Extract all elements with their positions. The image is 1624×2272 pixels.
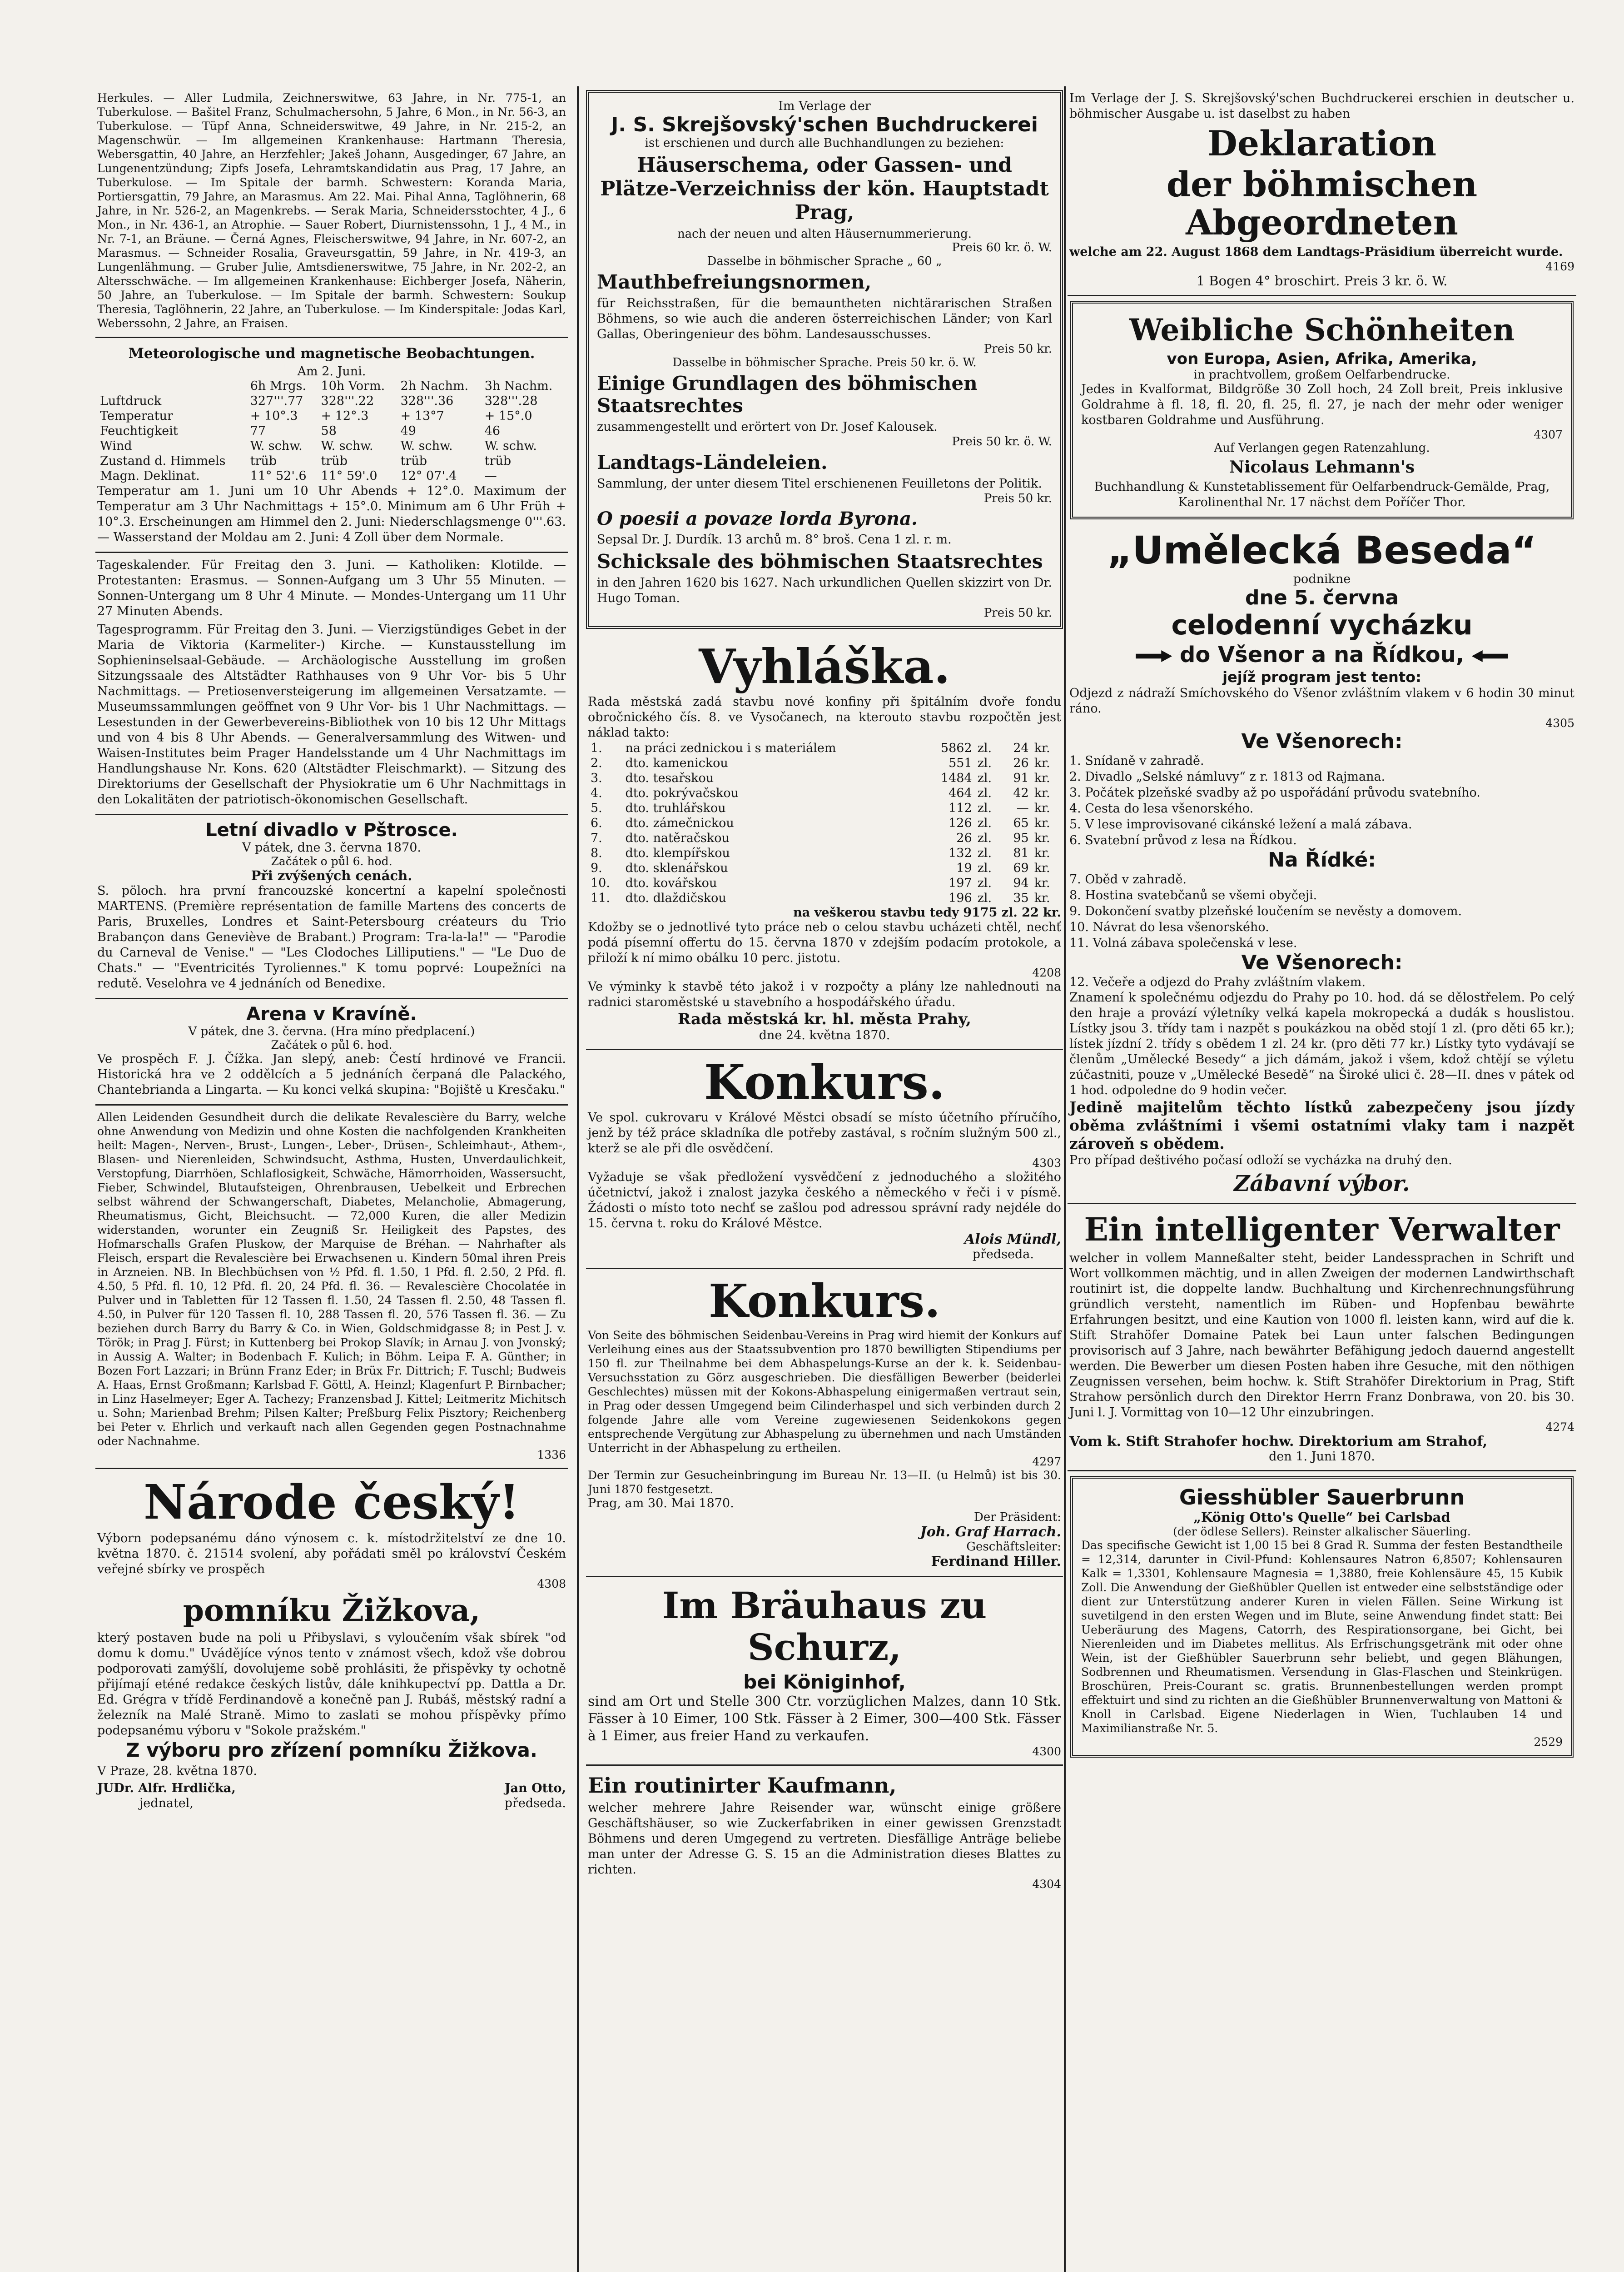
column-middle <box>586 86 1063 2272</box>
table-row <box>588 786 1061 801</box>
vyhlaska-title: Vyhláška. <box>699 638 950 694</box>
beseda-rain: Pro případ deštivého počasí odloží se vycházka na druhý den. <box>1069 1153 1452 1167</box>
book-cz: Dasselbe in böhmischer Sprache „ 60 „ <box>707 254 942 268</box>
table-cell: 197 <box>949 876 972 890</box>
ad-firm: J. S. Skrejšovský'schen Buchdruckerei <box>611 113 1038 136</box>
table-cell: dto. klempířskou <box>625 846 730 860</box>
vyhlaska-section <box>586 634 1063 1050</box>
table-cell: W. schw. <box>250 439 303 453</box>
table-cell: zl. <box>977 891 992 905</box>
calendar-section <box>95 553 568 815</box>
meteo-table <box>97 379 566 483</box>
table-cell: kr. <box>1034 786 1050 800</box>
table-row <box>588 741 1061 756</box>
beseda-l5: jejíž program jest tento: <box>1222 668 1421 686</box>
beseda-list <box>1069 872 1574 951</box>
konkurs-cz-body2: Vyžaduje se však předložení vysvědčení z jednoduchého a složitého účetnictví, jakož i znalost jazyka českého a německého v řeči i v písmě. Žádosti o místo toto nechť se zašlou pod adressou správní rady nejdéle do 15. června t. roku do Králové Městce. <box>588 1170 1061 1231</box>
table-cell: 65 <box>1013 816 1029 830</box>
arena-line2: Začátek o půl 6. hod. <box>271 1038 392 1051</box>
table-cell: kr. <box>1034 816 1050 830</box>
table-cell: 464 <box>949 786 972 800</box>
meteo-header: 3h Nachm. <box>484 379 553 393</box>
column-rule <box>1064 86 1066 2272</box>
table-cell: 5862 <box>940 741 972 755</box>
book-title: O poesii a povaze lorda Byrona. <box>597 508 918 529</box>
book-price: Preis 60 kr. ö. W. <box>952 241 1052 254</box>
table-row <box>588 756 1061 771</box>
vyhlaska-num: 4208 <box>1032 966 1061 979</box>
deklaration-body: welche am 22. August 1868 dem Landtags-Präsidium überreicht wurde. <box>1069 245 1563 259</box>
signature-role: předseda. <box>504 1796 566 1810</box>
book-desc: Sepsal Dr. J. Durdík. 13 archů m. 8° broš. Cena 1 zl. r. m. <box>597 533 952 547</box>
table-cell: 11. <box>591 891 610 905</box>
table-cell: + 15°.0 <box>484 409 532 423</box>
book-title: Häuserschema, oder Gassen- und Plätze-Verzeichniss der kön. Hauptstadt Prag, <box>600 154 1049 224</box>
table-cell: 81 <box>1013 846 1029 860</box>
vyhlaska-body: Kdožby se o jednotlivé tyto práce neb o celou stavbu ucházeti chtěl, nechť podá písemní offertu do 15. června 1870 v zdejším podacím protokole, a přiloží k ní mimo obálku 10 perc. jistotu. <box>588 920 1061 965</box>
table-cell: + 12°.3 <box>321 409 369 423</box>
beseda-l2: dne 5. června <box>1245 586 1399 609</box>
narode-subtitle: pomníku Žižkova, <box>183 1593 481 1628</box>
meteo-header: 6h Mrgs. <box>250 379 307 393</box>
narode-intro: Výborn podepsanému dáno výnosem c. k. místodržitelství ze dne 10. května 1870. č. 21514 svolení, aby pořádati směl po království Českém veřejné sbírky ve prospěch <box>97 1531 566 1576</box>
table-cell: dto. pokrývačskou <box>625 786 739 800</box>
divadlo-title: Letní divadlo v Pštrosce. <box>205 820 458 841</box>
signature-name: JUDr. Alfr. Hrdlička, <box>97 1781 236 1795</box>
table-row <box>588 831 1061 846</box>
konkurs-cz-title: Konkurs. <box>704 1054 945 1110</box>
divadlo-line2: Začátek o půl 6. hod. <box>271 855 392 868</box>
table-row <box>97 394 566 409</box>
table-row <box>588 771 1061 786</box>
list-item: 8. Hostina svatebčanů se všemi obyčeji. <box>1069 888 1317 902</box>
konkurs-de-body2: Der Termin zur Gesucheinbringung im Bureau Nr. 13—II. (u Helmů) ist bis 30. Juni 1870 festgesetzt. <box>588 1469 1061 1496</box>
table-cell: kr. <box>1034 891 1050 905</box>
book-desc: Sammlung, der unter diesem Titel erschienenen Feuilletons der Politik. <box>597 477 1042 491</box>
table-cell: 11° 59'.0 <box>321 469 377 483</box>
narode-sig2 <box>505 1781 566 1811</box>
beseda-list <box>1069 974 1574 990</box>
barry-section <box>95 1106 568 1469</box>
table-row <box>588 816 1061 831</box>
table-cell: dto. dlaždičskou <box>625 891 726 905</box>
list-item: 2. Divadlo „Selské námluvy“ z r. 1813 od Rajmana. <box>1069 770 1386 784</box>
schoenheiten-title: Weibliche Schönheiten <box>1129 312 1515 348</box>
beseda-l1: podnikne <box>1293 572 1351 586</box>
book-price: Preis 50 kr. <box>983 342 1052 356</box>
kaufmann-body: welcher mehrere Jahre Reisender war, wünscht einige größere Geschäftshäuser, so wie Zuckerfabriken in einer gewissen Grenzstadt Böhmens und deren Umgegend zu vertreten. Diesfällige Anträge beliebe man unter der Adresse G. S. 15 an die Administration dieses Blattes zu richten. <box>588 1801 1061 1877</box>
arena-section <box>95 999 568 1106</box>
narode-sig1 <box>97 1781 236 1811</box>
table-cell: 42 <box>1013 786 1029 800</box>
giesshuebler-title: Giesshübler Sauerbrunn <box>1179 1485 1465 1510</box>
signature-role: jednatel, <box>139 1796 194 1810</box>
table-cell: zl. <box>977 741 992 755</box>
table-cell: trüb <box>400 454 427 468</box>
table-cell: 26 <box>1013 756 1029 770</box>
program-text: Tagesprogramm. Für Freitag den 3. Juni. — Vierzigstündiges Gebet in der Maria de Viktoria (Karmeliter-) Kirche. — Kunstausstellung im Sophieninselsaal-Gebäude. — Archäologische Ausstellung im großen Sitzungssaale des Altstädter Rathhauses von 9 Uhr Vor- bis 5 Uhr Nachmittags. — Pretiosenversteigerung im allgemeinen Versatzamte. — Museumssammlungen geöffnet von 9 Uhr Vor- bis 1 Uhr Nachmittags. — Lesestunden in der Gewerbevereins-Bibliothek von 10 bis 12 Uhr Mittags und von 4 bis 8 Uhr Abends. — Generalversammlung des Witwen- und Waisen-Institutes beim Prager Handelsstande um 4 Uhr Nachmittags im Handlungshause Nr. Kons. 620 (Altstädter Fleischmarkt). — Sitzung des Direktoriums der Gesellschaft der Physiokratie um 6 Uhr Nachmittags in den Lokalitäten der patriotisch-ökonomischen Gesellschaft. <box>97 623 566 807</box>
divadlo-line3: Při zvýšených cenách. <box>251 868 412 883</box>
narode-body: který postaven bude na poli u Přibyslavi, s vyloučením však sbírek "od domu k domu." Uvádějíce výnos tento v známost všech, kdož vše dobrou podporovati zamýšlí, dovolujeme sobě prohlásiti, že přispěvky ty ochotně přijímají eténé redakce českých listův, dále knihkupectví pp. Dattla a Dr. Ed. Grégra v třídě Ferdinandově a konečně pan J. Rubáš, městský radní a železník na Malé Straně. Mimo to zaslati se mohou příspěvky přímo podepsanému výboru v "Sokole pražském." <box>97 1631 566 1738</box>
brauhaus-body: sind am Ort und Stelle 300 Ctr. vorzüglichen Malzes, dann 10 Stk. Fässer à 10 Eimer, 100 Stk. Fässer à 2 Eimer, 300—400 Stk. Fässer à 1 Eimer, aus freier Hand zu verkaufen. <box>588 1694 1061 1744</box>
schoenheiten-sub2: in prachtvollem, großem Oelfarbendrucke. <box>1193 368 1450 382</box>
table-cell: 2. <box>591 756 602 770</box>
verwalter-body: welcher in vollem Manneßalter steht, beider Landessprachen in Schrift und Wort vollkommen mächtig, und in allen Zweigen der modernen Landwirthschaft routinirt ist, die doppelte landw. Buchhaltung und Kirchenrechnungsführung gründlich versteht, namentlich im Rüben- und Hopfenbau bewährte Erfahrungen besitzt, und eine Kaution von 1000 fl. leisten kann, wird auf die k. Stift Strahöfer Domaine Patek bei Laun unter falschen Bedingungen provisorisch auf 3 Jahre, nach bewährter Befähigung jedoch dauernd angestellt werden. Die Bewerber um diesen Posten haben ihre Gesuche, mit den nöthigen Zeugnissen versehen, beim hochw. k. Stift Strahöfer Direktorium in Prag, Stift Strahow persönlich durch den Direktor Herrn Franz Donbrawa, von 20. bis 30. Juni l. J. Vormittag von 10—12 Uhr einzubringen. <box>1069 1251 1574 1420</box>
table-cell: — <box>1016 801 1029 815</box>
table-cell: 26 <box>956 831 972 845</box>
vyhlaska-body2: Ve výminky k stavbě této jakož i v rozpočty a plány lze nahlednouti na radnici staroměstské u stavebního a hospodářského úřadu. <box>588 980 1061 1009</box>
meteo-header-row <box>97 379 566 394</box>
table-cell: 1484 <box>940 771 972 785</box>
table-cell: kr. <box>1034 741 1050 755</box>
giesshuebler-sub: „König Otto's Quelle“ bei Carlsbad <box>1193 1510 1450 1525</box>
table-row <box>588 846 1061 861</box>
table-cell: dto. truhlářskou <box>625 801 726 815</box>
brauhaus-sub: bei Königinhof, <box>743 1671 906 1693</box>
table-cell: zl. <box>977 816 992 830</box>
table-cell: dto. kovářskou <box>625 876 717 890</box>
table-cell: 551 <box>949 756 972 770</box>
meteo-header: 2h Nachm. <box>400 379 469 393</box>
kaufmann-num: 4304 <box>1032 1878 1061 1891</box>
vyhlaska-sig: Rada městská kr. hl. města Prahy, <box>678 1010 971 1028</box>
table-cell: 46 <box>484 424 501 438</box>
table-cell: Feuchtigkeit <box>100 424 178 438</box>
konkurs-cz-body: Ve spol. cukrovaru v Králové Městci obsadí se místo účetního příručího, jenž by též práce skladníka dle potřeby zastával, s ročním služným 500 zl., kterž se ale při dle osvědčení. <box>588 1111 1061 1156</box>
table-cell: W. schw. <box>400 439 453 453</box>
konkurs-de-section <box>586 1269 1063 1577</box>
table-cell: Zustand d. Himmels <box>100 454 226 468</box>
table-cell: 1. <box>591 741 602 755</box>
schoenheiten-body: Jedes in Kvalformat, Bildgröße 30 Zoll hoch, 24 Zoll breit, Preis inklusive Goldrahme à fl. 18, fl. 20, fl. 25, fl. 27, je nach der mehr oder weniger kostbaren Goldrahme und Ausführung. <box>1081 382 1563 427</box>
table-row <box>588 801 1061 816</box>
table-row <box>97 424 566 438</box>
barry-num: 1336 <box>537 1448 566 1461</box>
table-cell: Temperatur <box>100 409 173 423</box>
pointing-hand-icon <box>1136 650 1172 662</box>
table-cell: kr. <box>1034 861 1050 875</box>
table-row <box>97 409 566 424</box>
arena-body: Ve prospěch F. J. Čížka. Jan slepý, aneb: Čestí hrdinové ve Francii. Historická hra ve 2 oddělcích a 5 jednáních čerpaná dle Palackého, Chantebrianda a Lingarta. — Ku konci velká skupina: "Bojiště u Kresčaku." <box>97 1052 566 1097</box>
table-cell: zl. <box>977 876 992 890</box>
kaufmann-section <box>586 1766 1063 1897</box>
schoenheiten-num: 4307 <box>1534 428 1563 441</box>
barry-text: Allen Leidenden Gesundheit durch die delikate Revalescière du Barry, welche ohne Anwendung von Medizin und ohne Kosten die nachfolgenden Krankheiten heilt: Magen-, Nerven-, Brust-, Lungen-, Leber-, Drüsen-, Schleimhaut-, Athem-, Blasen- und Nierenleiden, Schwindsucht, Asthma, Husten, Unverdaulichkeit, Verstopfung, Diarrhöen, Schlaflosigkeit, Schwäche, Hämorrhoiden, Wassersucht, Fieber, Schwindel, Blutaufsteigen, Ohrenbrausen, Uebelkeit und Erbrechen selbst während der Schwangerschaft, Diabetes, Melancholie, Abmagerung, Rheumatismus, Gicht, Bleichsucht. — 72,000 Kuren, die aller Medizin widerstanden, worunter ein Zeugniß Sr. Heiligkeit des Papstes, des Hofmarschalls Grafen Pluskow, der Marquise de Bréhan. — Nahrhafter als Fleisch, erspart die Revalescière bei Erwachsenen u. Kindern 50mal ihren Preis in Arzneien. NB. In Blechbüchsen von ½ Pfd. fl. 1.50, 1 Pfd. fl. 2.50, 2 Pfd. fl. 4.50, 5 Pfd. fl. 10, 12 Pfd. fl. 20, 24 Pfd. fl. 36. — Revalescière Chocolatée in Pulver und in Tabletten für 12 Tassen fl. 1.50, 24 Tassen fl. 2.50, 48 Tassen fl. 4.50, in Pulver für 120 Tassen fl. 10, 288 Tassen fl. 20, 576 Tassen fl. 36. — Zu beziehen durch Barry du Barry & Co. in Wien, Goldschmidgasse 8; in Pest J. v. Török; in Prag J. Fürst; in Kuttenberg bei Prokop Slavík; in Arnau J. von Jvonský; in Aussig A. Walter; in Bodenbach F. Kulich; in Böhm. Leipa F. A. Günther; in Bozen Fort Lazzari; in Brünn Franz Eder; in Brüx Fr. Dittrich; F. Tuschl; Budweis A. Haas, Ernst Großmann; Karlsbad F. Göttl, A. Heinzl; Klagenfurt P. Birnbacher; in Linz Haselmeyer; Eger A. Tachezy; Franzensbad J. Kittel; Leitmeritz Michitsch u. Sohn; Marienbad Brehm; Pilsen Kalter; Preßburg Felix Pisztory; Reichenberg bei Peter v. Ehrlich und verkauft nach allen Gegenden gegen Postnachnahme oder Nachnahme. <box>97 1111 566 1448</box>
book-title: Einige Grundlagen des böhmischen Staatsrechtes <box>597 372 978 417</box>
table-cell: zl. <box>977 861 992 875</box>
table-cell: 77 <box>250 424 266 438</box>
meteo-date: Am 2. Juni. <box>297 364 366 379</box>
table-cell: zl. <box>977 771 992 785</box>
vyhlaska-date: dne 24. května 1870. <box>759 1028 890 1042</box>
table-cell: dto. natěračskou <box>625 831 730 845</box>
table-cell: W. schw. <box>484 439 537 453</box>
skrejsovsky-ad <box>586 90 1063 629</box>
obituary-section <box>95 86 568 338</box>
ad-lead: Im Verlage der <box>778 99 871 113</box>
table-cell: dto. kamenickou <box>625 756 728 770</box>
narode-committee: Z výboru pro zřízení pomníku Žižkova. <box>126 1739 537 1761</box>
meteo-title: Meteorologische und magnetische Beobachtungen. <box>128 345 535 362</box>
list-item: 6. Svatební průvod z lesa na Řídkou. <box>1069 833 1297 847</box>
table-cell: 327'''.77 <box>250 394 303 408</box>
list-item: 1. Snídaně v zahradě. <box>1069 754 1204 768</box>
schoenheiten-sub: von Europa, Asien, Afrika, Amerika, <box>1167 350 1477 368</box>
table-cell: Magn. Deklinat. <box>100 469 200 483</box>
konkurs-de-num: 4297 <box>1032 1455 1061 1468</box>
book-desc: für Reichsstraßen, für die bemauntheten nichtärarischen Straßen Böhmens, so wie auch die anderen österreichischen Länder; von Karl Gallas, Oberingenieur des böhm. Landesausschusses. <box>597 296 1052 341</box>
signature-name: Alois Mündl, <box>964 1231 1061 1247</box>
narode-place-date: V Praze, 28. května 1870. <box>97 1764 257 1778</box>
beseda-num: 4305 <box>1545 717 1574 730</box>
signature-name: Jan Otto, <box>504 1781 566 1795</box>
table-cell: 7. <box>591 831 602 845</box>
beseda-l4-wrap <box>1069 641 1574 668</box>
table-row <box>97 468 566 483</box>
table-cell: 328'''.28 <box>484 394 538 408</box>
column-rule <box>577 86 579 2272</box>
table-cell: 12° 07'.4 <box>400 469 457 483</box>
book-title: Schicksale des böhmischen Staatsrechtes <box>597 550 1043 573</box>
deklaration-title: Deklaration <box>1207 123 1437 164</box>
deklaration-lead: Im Verlage der J. S. Skrejšovský'schen Buchdruckerei erschien in deutscher u. böhmischer Ausgabe u. ist daselbst zu haben <box>1069 91 1574 121</box>
giesshuebler-sub2: (der ödlese Sellers). Reinster alkalischer Säuerling. <box>1173 1525 1471 1538</box>
table-cell: + 13°7 <box>400 409 444 423</box>
list-item: 9. Dokončení svatby plzeňské loučením se nevěsty a domovem. <box>1069 904 1462 918</box>
pointing-hand-icon <box>1472 650 1508 662</box>
table-cell: + 10°.3 <box>250 409 298 423</box>
list-item: 5. V lese improvisované cikánské ležení a malá zábava. <box>1069 817 1412 832</box>
vyhlaska-total: na veškerou stavbu tedy 9175 zl. 22 kr. <box>793 906 1061 920</box>
table-row <box>588 861 1061 876</box>
schoenheiten-name: Nicolaus Lehmann's <box>1229 458 1415 477</box>
beseda-h2: Na Řídké: <box>1268 848 1376 872</box>
table-cell: 9. <box>591 861 602 875</box>
table-cell: 24 <box>1013 741 1029 755</box>
beseda-l3: celodenní vycházku <box>1171 609 1473 641</box>
book-desc: zusammengestellt und erörtert von Dr. Josef Kalousek. <box>597 420 938 434</box>
list-item: 3. Počátek plzeňské svadby až po uspořádání průvodu svatebního. <box>1069 786 1480 800</box>
divadlo-body: S. pöloch. hra první francouzské koncertní a kapelní společnosti MARTENS. (Première représentation de famille Martens des concerts de Paris, Bruxelles, Londres et Saint-Petersbourg créateurs du Trio Brabançon dans Geneviève de Brabant.) Program: Tra-la-la!" — "Parodie du Carneval de Venise." — "Les Clodoches Lilliputiens." — "Le Duo de Chats." — "Eventricités Tyroliennes." K tomu poprvé: Loupežníci na redutě. Veselohra ve 4 jednáních od Benedixe. <box>97 884 566 991</box>
calendar-text: Tageskalender. Für Freitag den 3. Juni. — Katholiken: Klotilde. — Protestanten: Erasmus. — Sonnen-Aufgang um 3 Uhr 55 Minuten. — Sonnen-Untergang um 8 Uhr 4 Minute. — Mondes-Untergang um 11 Uhr 27 Minuten Abends. <box>97 558 566 618</box>
table-cell: dto. tesařskou <box>625 771 714 785</box>
verwalter-title: Ein intelligenter Verwalter <box>1084 1211 1560 1248</box>
beseda-h1: Ve Všenorech: <box>1241 730 1403 753</box>
table-cell: kr. <box>1034 756 1050 770</box>
deklaration-section <box>1068 86 1576 296</box>
table-cell: zl. <box>977 801 992 815</box>
beseda-section <box>1068 524 1576 1204</box>
schoenheiten-addr: Buchhandlung & Kunstetablissement für Oelfarbendruck-Gemälde, Prag, Karolinenthal Nr. 17 nächst dem Poříčer Thor. <box>1094 480 1550 509</box>
signature-label: Geschäftsleiter: <box>966 1540 1061 1554</box>
table-cell: 11° 52'.6 <box>250 469 307 483</box>
table-cell: dto. zámečnickou <box>625 816 734 830</box>
table-cell: 4. <box>591 786 602 800</box>
schoenheiten-sub3: Auf Verlangen gegen Ratenzahlung. <box>1214 441 1430 455</box>
table-row <box>588 891 1061 906</box>
table-cell: 3. <box>591 771 602 785</box>
column-right <box>1068 86 1576 2272</box>
table-cell: dto. sklenářskou <box>625 861 728 875</box>
beseda-intro: Odjezd z nádraží Smíchovského do Všenor zvláštním vlakem v 6 hodin 30 minut ráno. <box>1069 686 1574 716</box>
book-title: Landtags-Ländeleien. <box>597 451 828 473</box>
table-cell: kr. <box>1034 801 1050 815</box>
book-price: Preis 50 kr. ö. W. <box>952 435 1052 448</box>
table-cell: 69 <box>1013 861 1029 875</box>
verwalter-num: 4274 <box>1545 1420 1574 1434</box>
deklaration-title2: der böhmischen Abgeordneten <box>1166 164 1478 243</box>
beseda-sig: Zábavní výbor. <box>1234 1171 1410 1196</box>
table-cell: zl. <box>977 831 992 845</box>
meteo-section <box>95 338 568 553</box>
beseda-title: „Umělecká Beseda“ <box>1107 528 1537 573</box>
table-cell: trüb <box>321 454 348 468</box>
table-cell: 112 <box>949 801 972 815</box>
narode-signatures <box>97 1781 566 1811</box>
table-cell: zl. <box>977 786 992 800</box>
verwalter-sig: Vom k. Stift Strahofer hochw. Direktorium am Strahof, <box>1069 1434 1488 1450</box>
table-cell: — <box>484 469 497 483</box>
narode-title: Národe český! <box>144 1474 520 1530</box>
brauhaus-num: 4300 <box>1032 1745 1061 1758</box>
table-cell: 328'''.22 <box>321 394 374 408</box>
book-title: Mauthbefreiungsnormen, <box>597 271 872 293</box>
beseda-body: Znamení k společnému odjezdu do Prahy po 10. hod. dá se dělostřelem. Po celý den hraje a provází výletníky velká kapela mokropecká a dudák s houslistou. Lístky jsou 3. třídy tam i nazpět s poukázkou na oběd stojí 1 zl. (pro děti 65 kr.); lístek jízdní 2. třídy s obědem 1 zl. 24 kr. (pro děti 77 kr.) Lístky tyto vydávají se členům „Umělecké Besedy“ a jich dámám, jakož i všem, kdož chtějí se výletu zúčastniti, pouze v „Umělecké Besedě“ na Široké ulici č. 28—II. dnes v pátek od 1 hod. odpoledne do 9 hodin večer. <box>1069 991 1574 1097</box>
schoenheiten-ad <box>1070 301 1574 519</box>
table-cell: zl. <box>977 846 992 860</box>
obituary-text: Herkules. — Aller Ludmila, Zeichnerswitwe, 63 Jahre, in Nr. 775-1, an Tuberkulose. — Bašitel Franz, Schulmachersohn, 5 Jahre, 6 Mon., in Nr. 56-3, an Tuberkulose. — Tüpf Anna, Schneiderswitwe, 49 Jahre, in Nr. 215-2, an Magenschwür. — Im allgemeinen Krankenhause: Hartmann Theresia, Webersgattin, 40 Jahre, an Herzfehler; Jakeš Johann, Ausgedinger, 67 Jahre, an Lungenentzündung; Zipfs Josefa, Lehramtskandidatin aus Prag, 17 Jahre, an Tuberkulose. — Im Spitale der barmh. Schwestern: Koranda Maria, Portiersgattin, 79 Jahre, an Marasmus. Am 22. Mai. Pihal Anna, Taglöhnerin, 68 Jahre, in Nr. 526-2, an Magenkrebs. — Serak Maria, Schneidersstochter, 4 J., 6 Mon., in Nr. 436-1, an Atrophie. — Sauer Robert, Diurnistenssohn, 1 J., 4 M., in Nr. 7-1, an Bräune. — Černá Agnes, Fleischerswitwe, 94 Jahre, in Nr. 607-2, an Marasmus. — Schneider Rosalia, Graveursgattin, 59 Jahre, in Nr. 419-3, an Lungenlähmung. — Gruber Julie, Amtsdienerswitwe, 75 Jahre, in Nr. 202-2, an Altersschwäche. — Im allgemeinen Krankenhause: Eichberger Josefa, Näherin, 50 Jahre, an Tuberkulose. — Im Spitale der barmh. Schwestern: Soukup Theresia, Taglöhnerin, 22 Jahre, an Tuberkulose. — Im Kinderspitale: Jodas Karl, Weberssohn, 2 Jahre, an Fraisen. <box>97 91 566 330</box>
beseda-h3: Ve Všenorech: <box>1241 951 1403 974</box>
deklaration-num: 4169 <box>1545 260 1574 273</box>
table-cell: 5. <box>591 801 602 815</box>
list-item: 4. Cesta do lesa všenorského. <box>1069 802 1254 816</box>
brauhaus-section <box>586 1577 1063 1766</box>
table-cell: 35 <box>1013 891 1029 905</box>
signature-role: předseda. <box>972 1247 1034 1261</box>
deklaration-price: 1 Bogen 4° broschirt. Preis 3 kr. ö. W. <box>1196 273 1448 289</box>
table-cell: kr. <box>1034 771 1050 785</box>
signature-label: Der Präsident: <box>974 1510 1061 1524</box>
book-desc: nach der neuen und alten Häusernummerierung. <box>677 227 972 241</box>
meteo-header: 10h Vorm. <box>321 379 385 393</box>
meteo-notes: Temperatur am 1. Juni um 10 Uhr Abends + 12°.0. Maximum der Temperatur am 3 Uhr Nachmittags + 15°.0. Minimum am 6 Uhr Früh + 10°.3. Erscheinungen am Himmel den 2. Juni: Niederschlagsmenge 0'''.63. — Wasserstand der Moldau am 2. Juni: 4 Zoll über dem Normale. <box>97 484 566 544</box>
list-item: 12. Večeře a odjezd do Prahy zvláštním vlakem. <box>1069 975 1366 989</box>
table-row <box>588 876 1061 891</box>
narode-num: 4308 <box>537 1577 566 1590</box>
divadlo-line1: V pátek, dne 3. června 1870. <box>242 841 422 855</box>
table-cell: 196 <box>949 891 972 905</box>
list-item: 10. Návrat do lesa všenorského. <box>1069 920 1269 934</box>
book-desc: in den Jahren 1620 bis 1627. Nach urkundlichen Quellen skizzirt von Dr. Hugo Toman. <box>597 576 1052 605</box>
table-cell: na práci zednickou i s materiálem <box>625 741 836 755</box>
brauhaus-title: Im Bräuhaus zu Schurz, <box>662 1584 987 1669</box>
table-cell: kr. <box>1034 876 1050 890</box>
konkurs-de-date: Prag, am 30. Mai 1870. <box>588 1496 734 1510</box>
konkurs-de-body: Von Seite des böhmischen Seidenbau-Vereins in Prag wird hiemit der Konkurs auf Verleihung eines aus der Staatssubvention pro 1870 bewilligten Stipendiums per 150 fl. zur Theilnahme bei dem Abhaspelungs-Kurse an der k. k. Seidenbau-Versuchsstation zu Görz ausgeschrieben. Die diesfälligen Bewerber (beiderlei Geschlechtes) müssen mit der Kokons-Abhaspelung einigermaßen vertraut sein, in Prag oder dessen Umgegend beim Cilinderhaspel und sich verbinden durch 2 folgende Jahre alle vom Vereine zugewiesenen Seidenkokons gegen entsprechende Vergütung zur Abhaspelung zu übernehmen und nach Umständen Unterricht in der Abhaspelung zu ertheilen. <box>588 1329 1061 1455</box>
list-item: 7. Oběd v zahradě. <box>1069 872 1187 887</box>
arena-title: Arena v Kravíně. <box>246 1004 417 1025</box>
konkurs-cz-num: 4303 <box>1032 1156 1061 1170</box>
book-price: Preis 50 kr. <box>983 606 1052 620</box>
divadlo-section <box>95 815 568 999</box>
table-cell: 10. <box>591 876 610 890</box>
verwalter-date: den 1. Juni 1870. <box>1269 1450 1375 1464</box>
table-cell: 58 <box>321 424 337 438</box>
table-row <box>97 438 566 453</box>
table-cell: 126 <box>949 816 972 830</box>
table-cell: Luftdruck <box>100 394 162 408</box>
table-cell: 132 <box>949 846 972 860</box>
arena-line1: V pátek, dne 3. června. (Hra míno předplacení.) <box>188 1025 475 1038</box>
beseda-bold-note: Jedině majitelům těchto lístků zabezpečeny jsou jízdy oběma zvláštními i všemi ostatními vlaky tam i nazpět zároveň s obědem. <box>1069 1098 1574 1152</box>
table-cell: zl. <box>977 756 992 770</box>
giesshuebler-num: 2529 <box>1534 1735 1563 1749</box>
meteo-header <box>97 379 248 394</box>
table-cell: 94 <box>1013 876 1029 890</box>
table-cell: 91 <box>1013 771 1029 785</box>
table-row <box>97 453 566 468</box>
table-cell: trüb <box>250 454 277 468</box>
ad-sub: ist erschienen und durch alle Buchhandlungen zu beziehen: <box>645 136 1004 150</box>
column-left <box>95 86 568 2272</box>
table-cell: 19 <box>956 861 972 875</box>
table-cell: 328'''.36 <box>400 394 454 408</box>
table-cell: 49 <box>400 424 416 438</box>
beseda-list <box>1069 753 1574 848</box>
table-cell: trüb <box>484 454 512 468</box>
table-cell: Wind <box>100 439 132 453</box>
signature-name: Ferdinand Hiller. <box>931 1554 1061 1569</box>
konkurs-cz-section <box>586 1050 1063 1269</box>
kaufmann-title: Ein routinirter Kaufmann, <box>588 1773 897 1798</box>
table-cell: 6. <box>591 816 602 830</box>
narode-section <box>95 1469 568 1817</box>
giesshuebler-body: Das specifische Gewicht ist 1,00 15 bei 8 Grad R. Summa der festen Bestandtheile = 12,314, darunter in Civil-Pfund: Kohlensaures Natron 6,8507; Kohlensauren Kalk = 1,3301, Kohlensaure Magnesia = 1,3880, freie Kohlensäure 45, 15 Kubik Zoll. Die Anwendung der Gießhübler Quellen ist entweder eine selbstständige oder dient zur Unterstützung anderer Kuren in vielen Fällen. Seine Wirkung ist suvetilgend in den ersten Wegen und im Blute, seine Anwendung findet statt: Bei Ueberäurung des Magens, Catorrh, des Respirationsorgane, bei Gicht, bei Nierenleiden und im Diabetes mellitus. Als Erfrischungsgetränk mit oder ohne Wein, ist der Gießhübler Sauerbrunn sehr beliebt, und gegen Blähungen, Sodbrennen und Rheumatismen. Versendung in Glas-Flaschen und Steinkrügen. Broschüren, Preis-Courant sc. gratis. Brunnenbestellungen werden prompt effektuirt und sind zu richten an die Gießhübler Brunnenverwaltung von Mattoni & Knoll in Carlsbad. Eigene Niederlagen in Wien, Tuchlauben 14 und Maximilianstraße Nr. 5. <box>1081 1539 1563 1735</box>
table-cell: 8. <box>591 846 602 860</box>
table-cell: kr. <box>1034 846 1050 860</box>
book-price: Preis 50 kr. <box>983 492 1052 505</box>
table-cell: 95 <box>1013 831 1029 845</box>
table-cell: kr. <box>1034 831 1050 845</box>
beseda-l4: do Všenor a na Řídkou, <box>1179 642 1464 668</box>
vyhlaska-intro: Rada městská zadá stavbu nové konfiny při špitálním dvoře fondu obročnického čís. 8. ve Vysočanech, na kterouto stavbu rozpočtěn jest náklad takto: <box>588 695 1061 740</box>
signature-name: Joh. Graf Harrach. <box>920 1524 1061 1540</box>
table-cell: W. schw. <box>321 439 373 453</box>
verwalter-section <box>1068 1204 1576 1471</box>
list-item: 11. Volná zábava společenská v lese. <box>1069 936 1297 950</box>
giesshuebler-ad <box>1070 1476 1574 1758</box>
konkurs-de-title: Konkurs. <box>709 1274 940 1328</box>
book-cz: Dasselbe in böhmischer Sprache. Preis 50 kr. ö. W. <box>672 356 977 369</box>
vyhlaska-table <box>588 741 1061 906</box>
